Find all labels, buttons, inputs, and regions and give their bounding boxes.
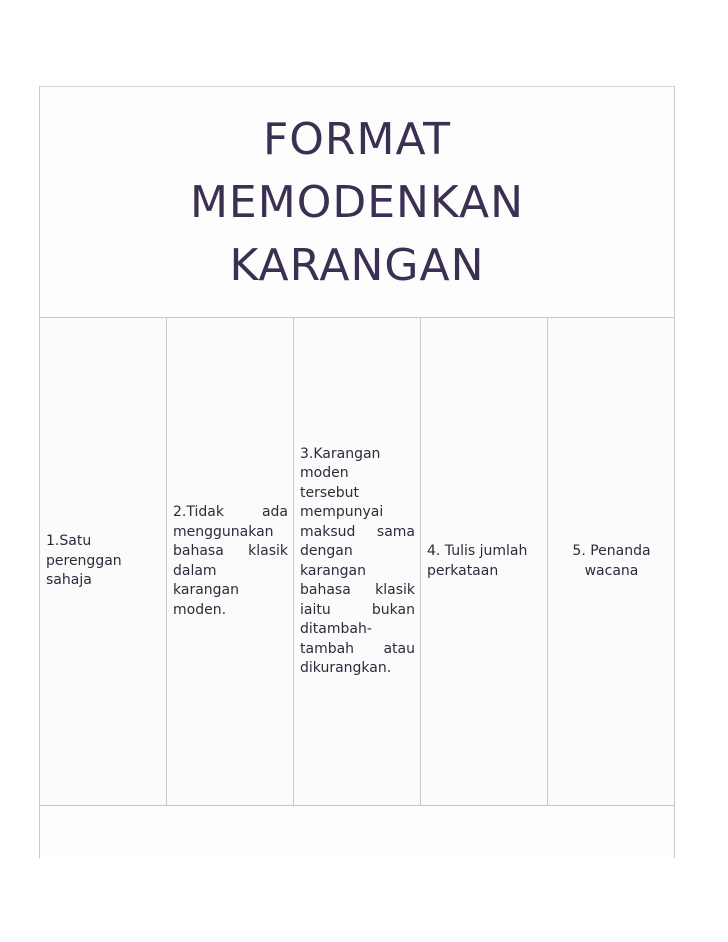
column-word: tambah <box>300 640 355 657</box>
column-line: karangan <box>173 582 239 598</box>
title-line-1: FORMAT <box>262 113 452 165</box>
column-4 <box>421 318 548 805</box>
column-line: moden. <box>173 601 227 618</box>
bottom-blank-area <box>40 806 674 858</box>
column-1 <box>40 318 167 805</box>
column-word: bahasa <box>173 543 224 559</box>
column-line: menggunakan <box>173 523 274 540</box>
column-line: 3.Karangan <box>300 445 381 462</box>
column-line: 4. Tulis jumlah <box>427 543 528 559</box>
column-line: dengan <box>300 543 353 559</box>
column-5-text <box>554 542 669 581</box>
column-word: iaitu <box>300 601 331 618</box>
column-line: 5. Penanda <box>572 543 651 559</box>
column-line-justified <box>300 640 415 660</box>
column-line-justified <box>173 542 288 562</box>
column-word: ada <box>261 504 288 520</box>
column-line: sahaja <box>46 572 92 589</box>
column-line-justified <box>300 523 415 543</box>
title-box <box>40 87 674 318</box>
column-line-justified <box>300 601 415 621</box>
column-5 <box>548 318 674 805</box>
column-word: atau <box>383 640 415 657</box>
column-word: klasik <box>375 582 415 598</box>
column-line: ditambah- <box>300 621 372 637</box>
column-line: wacana <box>584 562 639 579</box>
column-2-text <box>173 503 288 620</box>
column-word: klasik <box>248 543 288 559</box>
title-line-3: KARANGAN <box>229 239 485 291</box>
column-line: perenggan <box>46 552 122 569</box>
column-4-text <box>427 542 542 581</box>
column-line: mempunyai <box>300 504 384 520</box>
format-columns <box>40 318 674 806</box>
page-frame <box>39 86 675 858</box>
title-line-2: MEMODENKAN <box>189 176 525 228</box>
column-line-justified <box>173 503 288 523</box>
column-word: 2.Tidak <box>173 504 224 520</box>
column-word: maksud <box>300 523 356 540</box>
column-2 <box>167 318 294 805</box>
column-word: sama <box>376 523 415 540</box>
column-line: tersebut <box>300 484 360 501</box>
column-3 <box>294 318 421 805</box>
column-line: 1.Satu <box>46 533 92 550</box>
column-line-justified <box>300 581 415 601</box>
column-1-text <box>46 532 161 591</box>
column-3-text <box>300 445 415 679</box>
column-line: karangan <box>300 562 366 579</box>
column-word: bukan <box>371 601 415 618</box>
column-line: moden <box>300 465 349 481</box>
column-line: perkataan <box>427 562 499 579</box>
column-line: dikurangkan. <box>300 660 392 676</box>
column-word: bahasa <box>300 582 351 598</box>
column-line: dalam <box>173 562 217 579</box>
